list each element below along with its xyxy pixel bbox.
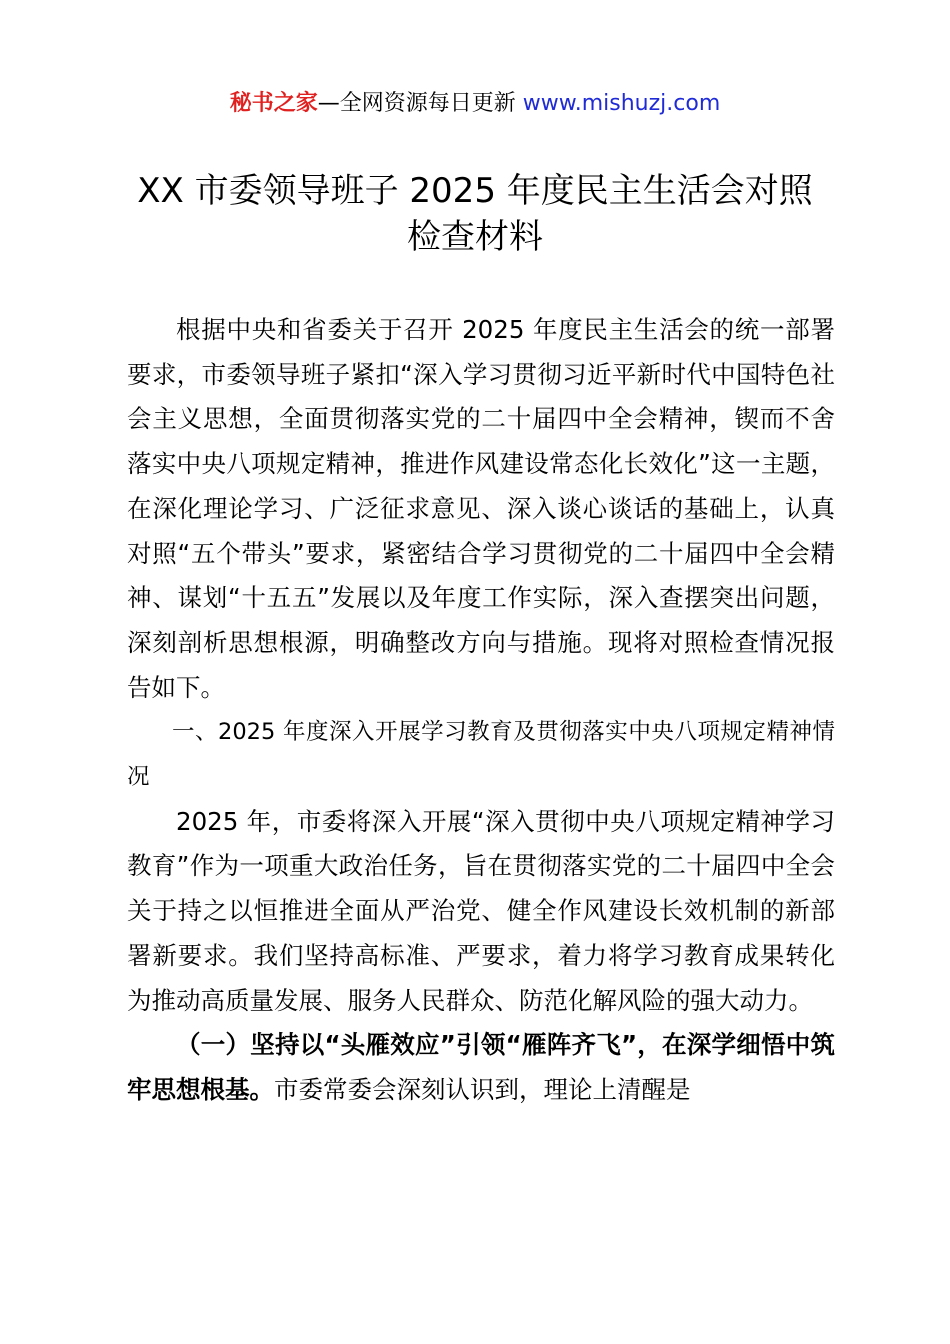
subsection-1-paragraph xyxy=(127,1023,835,1112)
document-title xyxy=(100,168,850,260)
site-header xyxy=(0,86,950,122)
subsection-1-heading: （一）坚持以“头雁效应”引领“雁阵齐飞”，在深学细悟中筑牢思想根基。 xyxy=(127,1030,835,1104)
section-1-paragraph: 2025 年，市委将深入开展“深入贯彻中央八项规定精神学习教育”作为一项重大政治任务，旨在贯彻落实党的二十届四中全会关于持之以恒推进全面从严治党、健全作风建设长效机制的新部署新要求。我们坚持高标准、严要求，着力将学习教育成果转化为推动高质量发展、服务人民群众、防范化解风险的强大动力。 xyxy=(127,806,835,1015)
intro-paragraph: 根据中央和省委关于召开 2025 年度民主生活会的统一部署要求，市委领导班子紧扣“深入学习贯彻习近平新时代中国特色社会主义思想，全面贯彻落实党的二十届四中全会精神，锲而不舍落实中央八项规定精神，推进作风建设常态化长效化”这一主题，在深化理论学习、广泛征求意见、深入谈心谈话的基础上，认真对照“五个带头”要求，紧密结合学习贯彻党的二十届四中全会精神、谋划“十五五”发展以及年度工作实际，深入查摆突出问题，深刻剖析思想根源，明确整改方向与措施。现将对照检查情况报告如下。 xyxy=(127,315,835,702)
brand-name[interactable]: 秘书之家 xyxy=(229,91,318,116)
header-tagline: —全网资源每日更新 xyxy=(317,91,523,116)
section-1-heading: 一、2025 年度深入开展学习教育及贯彻落实中央八项规定精神情况 xyxy=(127,719,835,791)
site-url-link[interactable]: www.mishuzj.com xyxy=(522,91,721,116)
document-body xyxy=(127,308,835,1113)
title-line-1: XX 市委领导班子 2025 年度民主生活会对照 xyxy=(137,171,813,211)
title-line-2: 检查材料 xyxy=(407,217,543,257)
subsection-1-text: 市委常委会深刻认识到，理论上清醒是 xyxy=(274,1074,691,1104)
